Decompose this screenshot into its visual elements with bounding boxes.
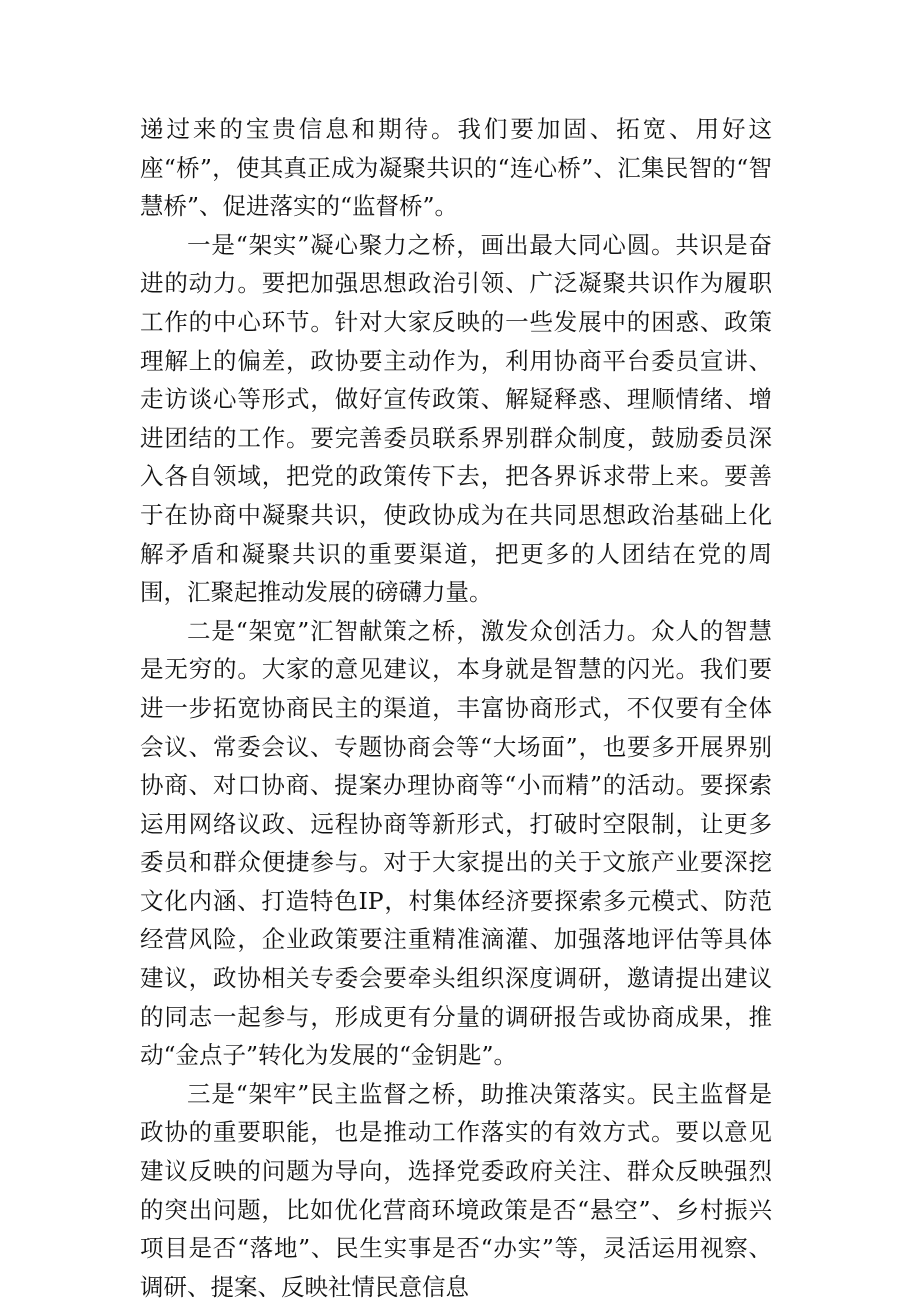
paragraph-2: 一是“架实”凝心聚力之桥，画出最大同心圆。共识是奋进的动力。要把加强思想政治引领、广泛凝聚共识作为履职工作的中心环节。针对大家反映的一些发展中的困惑、政策理解上的偏差，政协要主动作为，利用协商平台委员宣讲、走访谈心等形式，做好宣传政策、解疑释惑、理顺情绪、增进团结的工作。要完善委员联系界别群众制度，鼓励委员深入各自领域，把党的政策传下去，把各界诉求带上来。要善于在协商中凝聚共识，使政协成为在共同思想政治基础上化解矛盾和凝聚共识的重要渠道，把更多的人团结在党的周围，汇聚起推动发展的磅礴力量。 (140, 230, 772, 607)
paragraph-1: 递过来的宝贵信息和期待。我们要加固、拓宽、用好这座“桥”，使其真正成为凝聚共识的“连心桥”、汇集民智的“智慧桥”、促进落实的“监督桥”。 (140, 115, 772, 221)
paragraph-3: 二是“架宽”汇智献策之桥，激发众创活力。众人的智慧是无穷的。大家的意见建议，本身就是智慧的闪光。我们要进一步拓宽协商民主的渠道，丰富协商形式，不仅要有全体会议、常委会议、专题协商会等“大场面”，也要多开展界别协商、对口协商、提案办理协商等“小而精”的活动。要探索运用网络议政、远程协商等新形式，打破时空限制，让更多委员和群众便捷参与。对于大家提出的关于文旅产业要深挖文化内涵、打造特色IP，村集体经济要探索多元模式、防范经营风险，企业政策要注重精准滴灌、加强落地评估等具体建议，政协相关专委会要牵头组织深度调研，邀请提出建议的同志一起参与，形成更有分量的调研报告或协商成果，推动“金点子”转化为发展的“金钥匙”。 (140, 616, 772, 1070)
body-text (140, 110, 772, 1306)
paragraph-4: 三是“架牢”民主监督之桥，助推决策落实。民主监督是政协的重要职能，也是推动工作落实的有效方式。要以意见建议反映的问题为导向，选择党委政府关注、群众反映强烈的突出问题，比如优化营商环境政策是否“悬空”、乡村振兴项目是否“落地”、民生实事是否“办实”等，灵活运用视察、调研、提案、反映社情民意信息 (140, 1079, 772, 1301)
